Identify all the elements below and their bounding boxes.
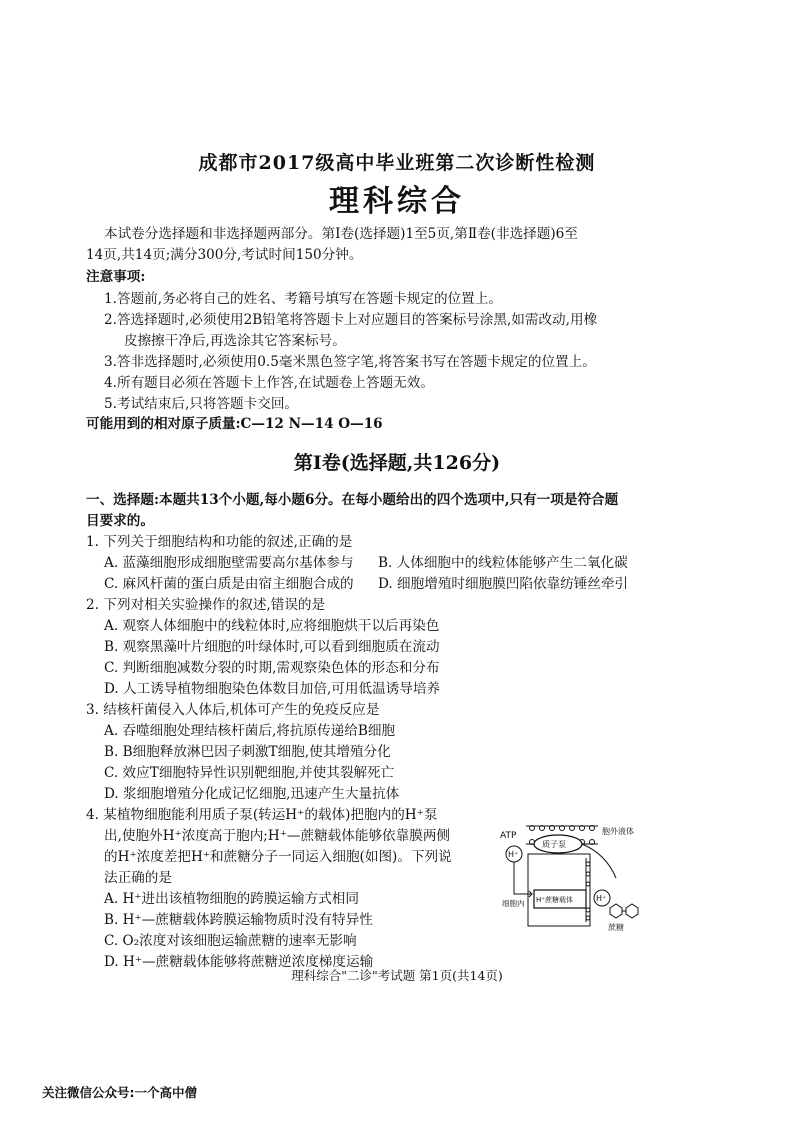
notes-heading: 注意事项: — [86, 269, 146, 285]
intro-line-2: 14页,共14页;满分300分,考试时间150分钟。 — [86, 247, 363, 263]
q4-stem-3: 的H⁺浓度差把H⁺和蔗糖分子一同运入细胞(如图)。下列说 — [104, 849, 452, 865]
subject-title: 理科综合 — [329, 184, 465, 219]
section-instructions-cont: 目要求的。 — [86, 513, 154, 529]
q4-option-b: B. H⁺—蔗糖载体跨膜运输物质时没有特异性 — [104, 912, 373, 928]
note-4: 4.所有题目必须在答题卡上作答,在试题卷上答题无效。 — [104, 375, 434, 391]
q4-option-d: D. H⁺—蔗糖载体能够将蔗糖逆浓度梯度运输 — [104, 954, 374, 970]
q2-option-c: C. 判断细胞减数分裂的时期,需观察染色体的形态和分布 — [104, 660, 440, 676]
page-footer: 理科综合"二诊"考试题 第1页(共14页) — [291, 968, 503, 983]
note-5: 5.考试结束后,只将答题卡交回。 — [104, 396, 299, 412]
intro-line-1: 本试卷分选择题和非选择题两部分。第Ⅰ卷(选择题)1至5页,第Ⅱ卷(非选择题)6至 — [104, 226, 578, 242]
section-title: 第Ⅰ卷(选择题,共126分) — [293, 452, 501, 474]
q3-option-b: B. B细胞释放淋巴因子刺激T细胞,使其增殖分化 — [104, 744, 391, 760]
exam-title: 成都市2017级高中毕业班第二次诊断性检测 — [198, 152, 596, 174]
q2-option-a: A. 观察人体细胞中的线粒体时,应将细胞烘干以后再染色 — [104, 618, 440, 634]
h-ion-right-label: H⁺ — [596, 894, 607, 903]
q2-option-d: D. 人工诱导植物细胞染色体数目加倍,可用低温诱导培养 — [104, 681, 441, 697]
q3-option-c: C. 效应T细胞特异性识别靶细胞,并使其裂解死亡 — [104, 765, 395, 781]
q4-stem-4: 法正确的是 — [104, 870, 172, 886]
q4-option-c: C. O₂浓度对该细胞运输蔗糖的速率无影响 — [104, 933, 357, 949]
inside-label: 细胞内 — [502, 899, 525, 908]
q3-option-d: D. 浆细胞增殖分化成记忆细胞,迅速产生大量抗体 — [104, 786, 400, 802]
q4-stem-1: 4. 某植物细胞能利用质子泵(转运H⁺的载体)把胞内的H⁺泵 — [86, 807, 438, 823]
atomic-mass-line: 可能用到的相对原子质量:C—12 N—14 O—16 — [86, 416, 383, 432]
q1-option-a: A. 蓝藻细胞形成细胞壁需要高尔基体参与 — [104, 555, 354, 571]
q4-option-a: A. H⁺进出该植物细胞的跨膜运输方式相同 — [104, 891, 359, 907]
q1-option-b: B. 人体细胞中的线粒体能够产生二氧化碳 — [378, 555, 628, 571]
proton-pump-label: 质子泵 — [542, 840, 566, 849]
sucrose-molecule-icon — [610, 904, 638, 918]
q1-option-d: D. 细胞增殖时细胞膜凹陷依靠纺锤丝牵引 — [378, 576, 629, 592]
sucrose-label: 蔗糖 — [608, 923, 624, 932]
outside-label: 胞外液体 — [602, 827, 634, 836]
membrane-transport-diagram — [498, 814, 654, 950]
h-ion-left-label: H⁺ — [508, 850, 519, 859]
section-instructions: 一、选择题:本题共13个小题,每小题6分。在每小题给出的四个选项中,只有一项是符合题 — [86, 492, 619, 508]
q2-option-b: B. 观察黑藻叶片细胞的叶绿体时,可以看到细胞质在流动 — [104, 639, 440, 655]
note-2: 2.答选择题时,必须使用2B铅笔将答题卡上对应题目的答案标号涂黑,如需改动,用橡 — [104, 312, 598, 328]
q3-option-a: A. 吞噬细胞处理结核杆菌后,将抗原传递给B细胞 — [104, 723, 396, 739]
sucrose-carrier-label: H⁺蔗糖载体 — [536, 896, 573, 904]
q2-stem: 2. 下列对相关实验操作的叙述,错误的是 — [86, 597, 326, 613]
q3-stem: 3. 结核杆菌侵入人体后,机体可产生的免疫反应是 — [86, 702, 380, 718]
note-2-cont: 皮擦擦干净后,再选涂其它答案标号。 — [124, 333, 346, 349]
q1-stem: 1. 下列关于细胞结构和功能的叙述,正确的是 — [86, 534, 353, 550]
note-3: 3.答非选择题时,必须使用0.5毫米黑色签字笔,将答案书写在答题卡规定的位置上。 — [104, 354, 596, 370]
q4-stem-2: 出,使胞外H⁺浓度高于胞内;H⁺—蔗糖载体能够依靠膜两侧 — [104, 828, 451, 844]
wechat-note: 关注微信公众号:一个高中僧 — [42, 1085, 197, 1100]
atp-label: ATP — [500, 831, 517, 841]
q1-option-c: C. 麻风杆菌的蛋白质是由宿主细胞合成的 — [104, 576, 354, 592]
note-1: 1.答题前,务必将自己的姓名、考籍号填写在答题卡规定的位置上。 — [104, 291, 502, 307]
